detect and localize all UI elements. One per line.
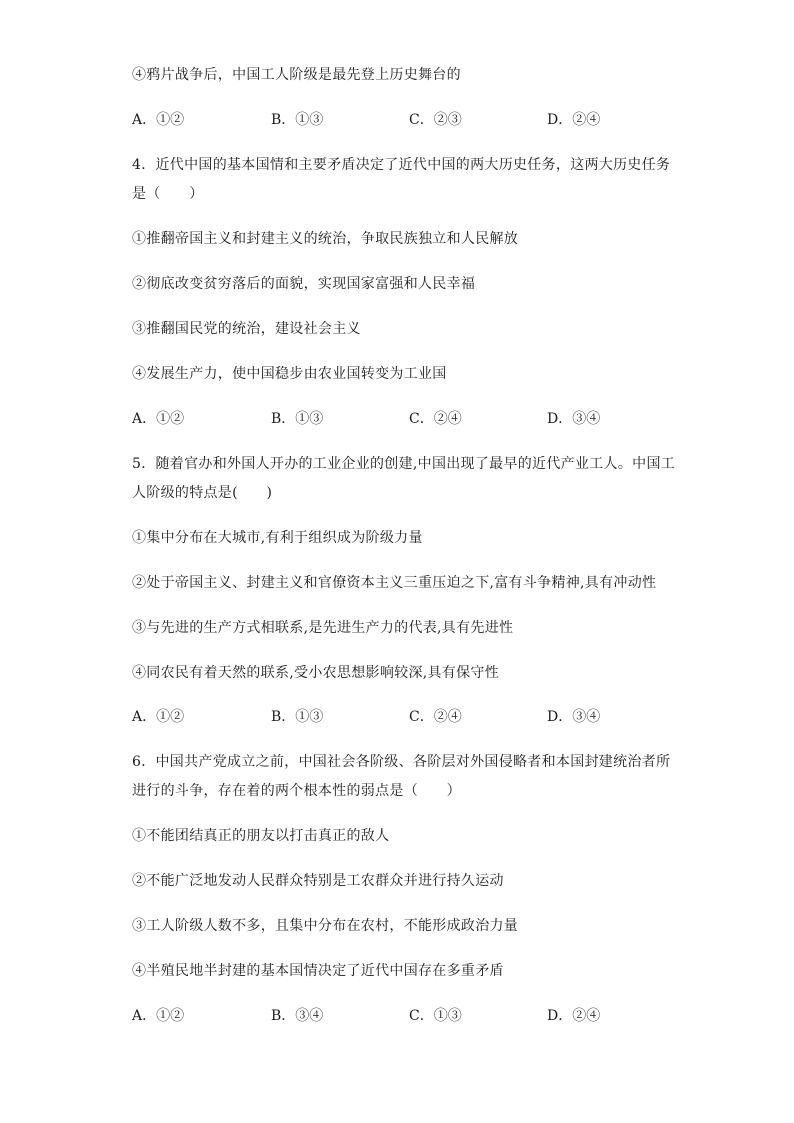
q5-item-2: ②处于帝国主义、封建主义和官僚资本主义三重压迫之下,富有斗争精神,具有冲动性 [132,575,657,591]
q5-stem-line-1: 5．随着官办和外国人开办的工业企业的创建,中国出现了最早的近代产业工人。中国工 [132,456,676,472]
q6-item-3: ③工人阶级人数不多，且集中分布在农村，不能形成政治力量 [132,918,519,934]
q6-item-4: ④半殖民地半封建的基本国情决定了近代中国存在多重矛盾 [132,963,504,979]
q5-option-b: B．①③ [271,709,324,725]
q6-option-c: C．①③ [409,1008,462,1024]
q4-option-b: B．①③ [271,411,324,427]
q4-item-1: ①推翻帝国主义和封建主义的统治，争取民族独立和人民解放 [132,231,519,247]
q5-item-4: ④同农民有着天然的联系,受小农思想影响较深,具有保守性 [132,665,499,681]
q5-item-3: ③与先进的生产方式相联系,是先进生产力的代表,具有先进性 [132,620,514,636]
q4-option-c: C．②④ [409,411,462,427]
q4-item-4: ④发展生产力，使中国稳步由农业国转变为工业国 [132,366,447,382]
q4-stem-line-1: 4．近代中国的基本国情和主要矛盾决定了近代中国的两大历史任务，这两大历史任务 [132,157,671,173]
q5-item-1: ①集中分布在大城市,有利于组织成为阶级力量 [132,530,423,546]
q6-option-d: D．②④ [547,1008,601,1024]
q5-option-c: C．②④ [409,709,462,725]
q5-stem-line-2: 人阶级的特点是( ) [132,485,273,501]
q6-option-a: A．①② [132,1008,185,1024]
q4-stem-line-2: 是（ ） [132,186,204,202]
q6-item-1: ①不能团结真正的朋友以打击真正的敌人 [132,828,390,844]
q3-option-c: C．②③ [409,112,462,128]
q3-option-d: D．②④ [547,112,601,128]
q4-option-d: D．③④ [547,411,601,427]
q6-stem-line-1: 6．中国共产党成立之前，中国社会各阶级、各阶层对外国侵略者和本国封建统治者所 [132,754,671,770]
q6-stem-line-2: 进行的斗争，存在着的两个根本性的弱点是（ ） [132,783,461,799]
q4-item-3: ③推翻国民党的统治，建设社会主义 [132,321,361,337]
q4-item-2: ②彻底改变贫穷落后的面貌，实现国家富强和人民幸福 [132,276,476,292]
q5-options [132,708,652,726]
q6-options [132,1007,652,1025]
q4-options [132,410,652,428]
q5-option-d: D．③④ [547,709,601,725]
q3-options [132,111,652,129]
q6-item-2: ②不能广泛地发动人民群众特别是工农群众并进行持久运动 [132,873,504,889]
q3-item-4: ④鸦片战争后，中国工人阶级是最先登上历史舞台的 [132,67,461,83]
q6-option-b: B．③④ [271,1008,324,1024]
q5-option-a: A．①② [132,709,185,725]
q3-option-b: B．①③ [271,112,324,128]
q3-option-a: A．①② [132,112,185,128]
q4-option-a: A．①② [132,411,185,427]
